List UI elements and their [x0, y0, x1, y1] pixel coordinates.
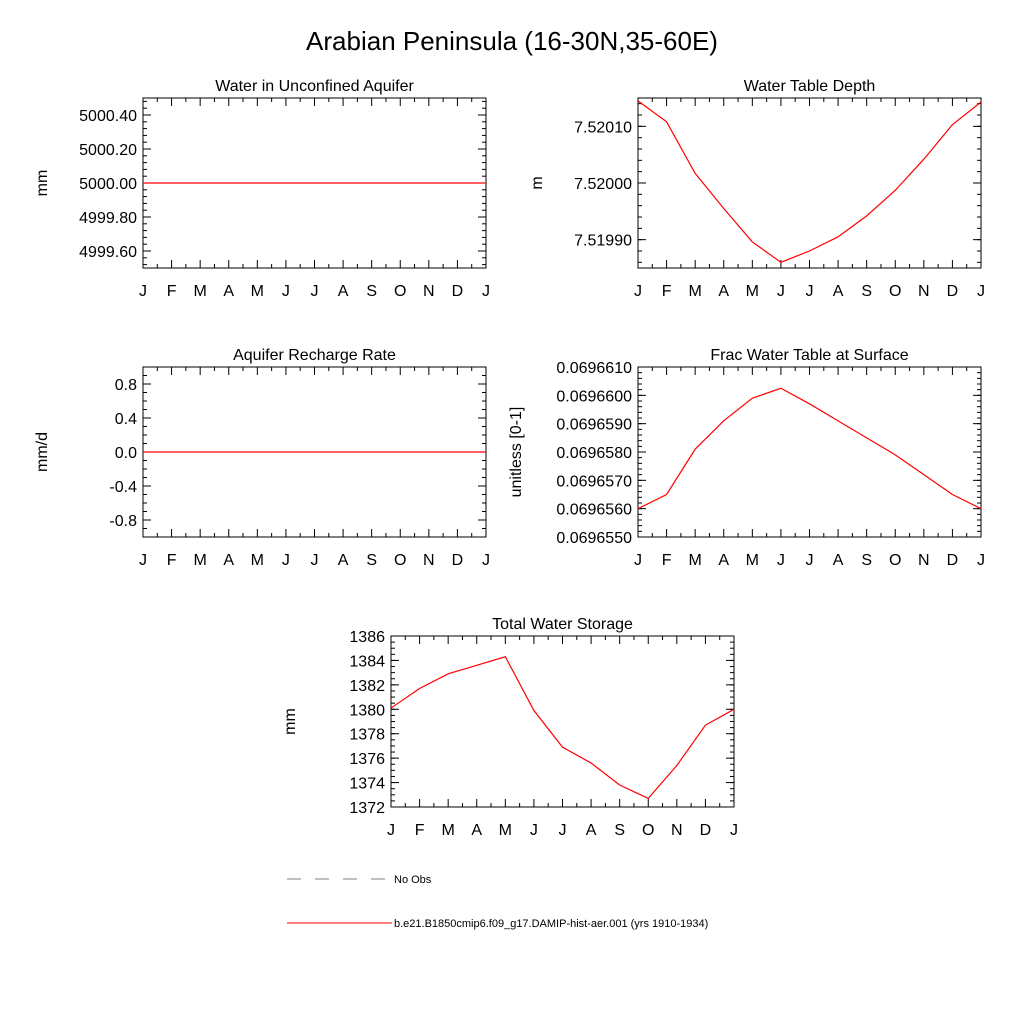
x-tick-label: F — [414, 822, 425, 839]
x-tick-label: J — [634, 552, 642, 569]
plot-aquifer-recharge-rate — [34, 347, 490, 569]
plot-title: Water Table Depth — [743, 78, 876, 95]
x-tick-label: N — [671, 822, 683, 839]
x-tick-label: J — [139, 283, 147, 300]
y-tick-label: 0.0 — [114, 445, 137, 462]
y-axis-label: mm — [282, 708, 299, 735]
x-tick-label: M — [498, 822, 512, 839]
x-tick-label: N — [423, 283, 435, 300]
y-tick-label: 7.52010 — [574, 119, 632, 137]
x-tick-label: N — [918, 283, 930, 300]
x-tick-label: D — [451, 283, 464, 300]
y-tick-label: 1386 — [349, 629, 385, 646]
x-tick-label: J — [281, 552, 290, 569]
legend-label-no-obs: No Obs — [394, 874, 432, 886]
x-tick-label: A — [223, 283, 235, 300]
plot-frame — [638, 367, 981, 537]
y-tick-label: 1380 — [349, 702, 385, 720]
x-tick-label: D — [451, 552, 464, 569]
x-tick-label: M — [745, 552, 759, 569]
y-tick-label: 1376 — [349, 751, 385, 769]
x-tick-label: F — [166, 552, 177, 569]
y-tick-label: -0.4 — [109, 479, 137, 496]
y-axis-label: mm/d — [34, 432, 51, 472]
y-axis-label: unitless [0-1] — [508, 406, 525, 498]
series-line-wtd — [638, 101, 981, 262]
x-tick-label: A — [337, 283, 349, 300]
x-tick-label: J — [139, 552, 147, 569]
x-tick-label: F — [166, 283, 177, 300]
x-tick-label: O — [642, 822, 655, 839]
x-tick-label: J — [977, 552, 985, 569]
plot-frame — [638, 98, 981, 268]
plot-total-water-storage — [282, 616, 738, 839]
y-tick-label: 1378 — [349, 726, 385, 744]
x-tick-label: J — [310, 283, 319, 300]
x-tick-label: J — [387, 822, 395, 839]
x-tick-label: S — [861, 283, 873, 300]
x-tick-label: M — [688, 552, 702, 569]
y-tick-label: 4999.60 — [79, 244, 137, 261]
plot-title: Aquifer Recharge Rate — [233, 347, 396, 364]
y-tick-label: 0.0696580 — [556, 445, 632, 462]
x-tick-label: M — [745, 283, 759, 300]
x-tick-label: J — [558, 822, 567, 839]
x-tick-label: M — [250, 283, 264, 300]
x-tick-label: F — [661, 283, 672, 300]
x-tick-label: A — [832, 283, 844, 300]
series-line-tws — [391, 657, 734, 799]
x-tick-label: S — [366, 283, 378, 300]
x-tick-label: O — [889, 283, 902, 300]
x-tick-label: A — [471, 822, 483, 839]
y-tick-label: 0.0696610 — [556, 360, 632, 377]
y-tick-label: 1374 — [349, 775, 385, 793]
plot-title: Water in Unconfined Aquifer — [215, 78, 414, 95]
y-tick-label: 7.51990 — [574, 232, 632, 250]
x-tick-label: J — [482, 552, 490, 569]
x-tick-label: A — [585, 822, 597, 839]
x-tick-label: M — [441, 822, 455, 839]
x-tick-label: A — [718, 283, 730, 300]
x-tick-label: M — [688, 283, 702, 300]
y-tick-label: 0.0696560 — [556, 501, 632, 519]
x-tick-label: J — [281, 283, 290, 300]
x-tick-label: J — [977, 283, 985, 300]
x-tick-label: D — [946, 283, 959, 300]
figure-title: Arabian Peninsula (16-30N,35-60E) — [306, 26, 718, 56]
y-tick-label: 5000.40 — [79, 108, 137, 125]
x-tick-label: O — [394, 283, 407, 300]
y-tick-label: 0.0696600 — [556, 388, 632, 406]
plot-water-in-unconfined-aquifer — [34, 78, 490, 300]
x-tick-label: J — [310, 552, 319, 569]
y-tick-label: 7.52000 — [574, 176, 632, 193]
x-tick-label: A — [832, 552, 844, 569]
y-tick-label: 0.0696550 — [556, 530, 632, 547]
plot-water-table-depth — [529, 78, 985, 300]
y-tick-label: -0.8 — [109, 513, 137, 530]
x-tick-label: A — [223, 552, 235, 569]
x-tick-label: F — [661, 552, 672, 569]
x-tick-label: J — [634, 283, 642, 300]
y-axis-label: mm — [34, 169, 51, 197]
x-tick-label: J — [805, 283, 814, 300]
x-tick-label: J — [776, 552, 785, 569]
y-tick-label: 1382 — [349, 677, 385, 695]
x-tick-label: J — [482, 283, 490, 300]
y-tick-label: 0.8 — [114, 377, 137, 394]
y-tick-label: 4999.80 — [79, 210, 137, 227]
x-tick-label: O — [889, 552, 902, 569]
x-tick-label: O — [394, 552, 407, 569]
y-tick-label: 0.0696590 — [556, 416, 632, 434]
x-tick-label: J — [730, 822, 738, 839]
legend-label-model: b.e21.B1850cmip6.f09_g17.DAMIP-hist-aer.001 (yrs 1910-1934) — [394, 918, 709, 930]
x-tick-label: N — [423, 552, 435, 569]
x-tick-label: A — [718, 552, 730, 569]
plot-frame — [391, 636, 734, 807]
y-tick-label: 0.0696570 — [556, 473, 632, 491]
y-tick-label: 0.4 — [114, 411, 137, 428]
x-tick-label: J — [776, 283, 785, 300]
x-tick-label: S — [861, 552, 873, 569]
x-tick-label: D — [699, 822, 712, 839]
y-tick-label: 1384 — [349, 653, 385, 671]
x-tick-label: N — [918, 552, 930, 569]
series-line-fracwt — [638, 388, 981, 508]
x-tick-label: J — [805, 552, 814, 569]
x-tick-label: A — [337, 552, 349, 569]
plot-frac-water-table-at-surface — [508, 347, 985, 569]
x-tick-label: S — [614, 822, 626, 839]
x-tick-label: M — [250, 552, 264, 569]
x-tick-label: M — [193, 283, 207, 300]
legend — [287, 874, 708, 930]
x-tick-label: D — [946, 552, 959, 569]
x-tick-label: J — [529, 822, 538, 839]
y-tick-label: 5000.20 — [79, 142, 137, 159]
plot-title: Frac Water Table at Surface — [710, 347, 909, 364]
y-axis-label: m — [529, 176, 546, 190]
y-tick-label: 1372 — [349, 800, 385, 817]
plot-title: Total Water Storage — [492, 616, 633, 633]
y-tick-label: 5000.00 — [79, 176, 137, 193]
x-tick-label: M — [193, 552, 207, 569]
x-tick-label: S — [366, 552, 378, 569]
